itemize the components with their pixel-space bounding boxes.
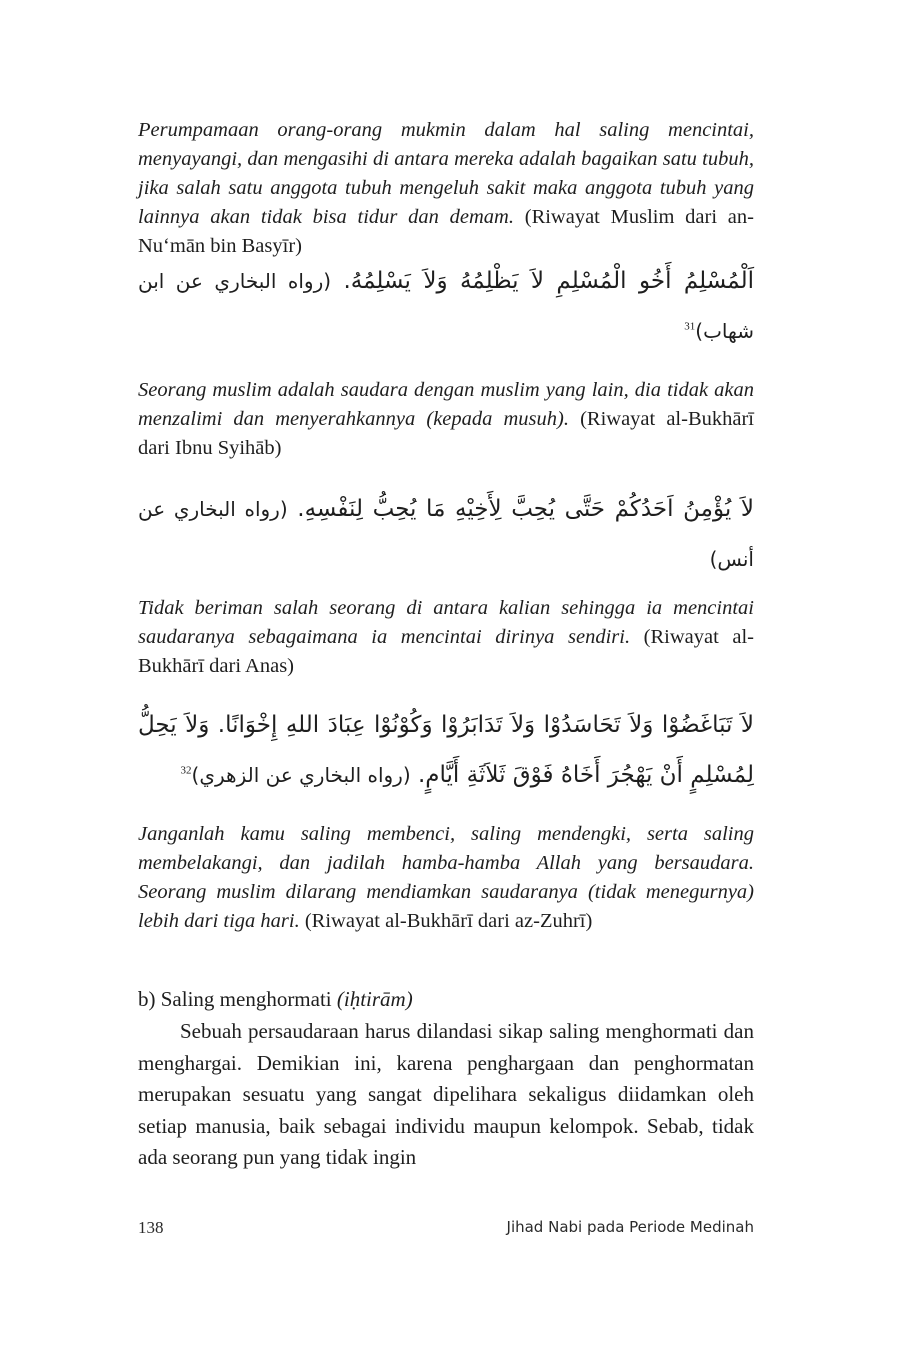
translation-text bbox=[138, 376, 754, 463]
translation-italic: Tidak beriman salah seorang di antara kalian sehingga ia mencintai saudaranya sebagaimana ia mencintai dirinya sendiri. bbox=[138, 597, 754, 648]
translation-source: (Riwayat Muslim dari an-Nu‘mān bin Basyīr) bbox=[138, 206, 754, 257]
hadith-block-1 bbox=[138, 256, 754, 356]
section-heading bbox=[138, 984, 754, 1014]
section-b bbox=[138, 984, 754, 1174]
translation-source: (Riwayat al-Bukhārī dari Anas) bbox=[138, 626, 754, 677]
footnote-marker: 32 bbox=[180, 764, 192, 777]
translation-italic: Perumpamaan orang-orang mukmin dalam hal saling mencintai, menyayangi, dan mengasihi di antara mereka adalah bagaikan satu tubuh, jika salah satu anggota tubuh mengeluh sakit maka anggota tubuh yang lainnya akan tidak bisa tidur dan demam. bbox=[138, 119, 754, 228]
arabic-reference: (رواه البخاري عن ابن شهاب) bbox=[138, 269, 754, 343]
translation-block-2 bbox=[138, 376, 754, 463]
running-title: Jihad Nabi pada Periode Medinah bbox=[506, 1218, 754, 1236]
hadith-block-3 bbox=[138, 700, 754, 800]
arabic-text: لاَ تَبَاغَضُوْا وَلاَ تَحَاسَدُوْا وَلاَ تَدَابَرُوْا وَكُوْنُوْا عِبَادَ اللهِ إِخْوَانًا. وَلاَ يَحِلُّ لِمُسْلِمٍ أَنْ يَهْجُرَ أَخَاهُ فَوْقَ ثَلاَثَةِ أَيَّامٍ. bbox=[138, 712, 754, 788]
hadith-block-2 bbox=[138, 484, 754, 584]
arabic-hadith bbox=[138, 484, 754, 584]
translation-block-4 bbox=[138, 820, 754, 936]
arabic-text: لاَ يُؤْمِنُ اَحَدُكُمْ حَتَّى يُحِبَّ لِأَخِيْهِ مَا يُحِبُّ لِنَفْسِهِ. bbox=[287, 496, 754, 522]
section-term: (iḥtirām) bbox=[336, 987, 413, 1011]
translation-italic: Seorang muslim adalah saudara dengan muslim yang lain, dia tidak akan menzalimi dan menyerahkannya (kepada musuh). bbox=[138, 379, 754, 430]
translation-block-3 bbox=[138, 594, 754, 681]
page-footer bbox=[138, 1218, 754, 1242]
arabic-hadith bbox=[138, 256, 754, 356]
translation-text bbox=[138, 116, 754, 261]
translation-block-1 bbox=[138, 116, 754, 261]
arabic-hadith bbox=[138, 700, 754, 800]
translation-text bbox=[138, 594, 754, 681]
body-paragraph: Sebuah persaudaraan harus dilandasi sikap saling menghormati dan menghargai. Demikian ini, karena penghargaan dan penghormatan merupakan sesuatu yang sangat dipelihara sekaligus diidamkan oleh setiap manusia, baik sebagai individu maupun kelompok. Sebab, tidak ada seorang pun yang tidak ingin bbox=[138, 1019, 754, 1169]
arabic-reference: (رواه البخاري عن الزهري) bbox=[191, 763, 411, 787]
footnote-marker: 31 bbox=[684, 320, 696, 333]
translation-italic: Janganlah kamu saling membenci, saling mendengki, serta saling membelakangi, dan jadilah hamba-hamba Allah yang bersaudara. Seorang muslim dilarang mendiamkan saudaranya (tidak menegurnya) lebih dari tiga hari. bbox=[138, 823, 754, 932]
translation-text bbox=[138, 820, 754, 936]
arabic-text: اَلْمُسْلِمُ أَخُو الْمُسْلِمِ لاَ يَظْلِمُهُ وَلاَ يَسْلِمُهُ. bbox=[331, 268, 755, 294]
arabic-reference: (رواه البخاري عن أنس) bbox=[138, 497, 754, 571]
translation-source: (Riwayat al-Bukhārī dari az-Zuhrī) bbox=[299, 910, 593, 932]
section-label: b) Saling menghormati bbox=[138, 987, 337, 1011]
page-number: 138 bbox=[138, 1218, 164, 1237]
translation-source: (Riwayat al-Bukhārī dari Ibnu Syihāb) bbox=[138, 408, 755, 459]
